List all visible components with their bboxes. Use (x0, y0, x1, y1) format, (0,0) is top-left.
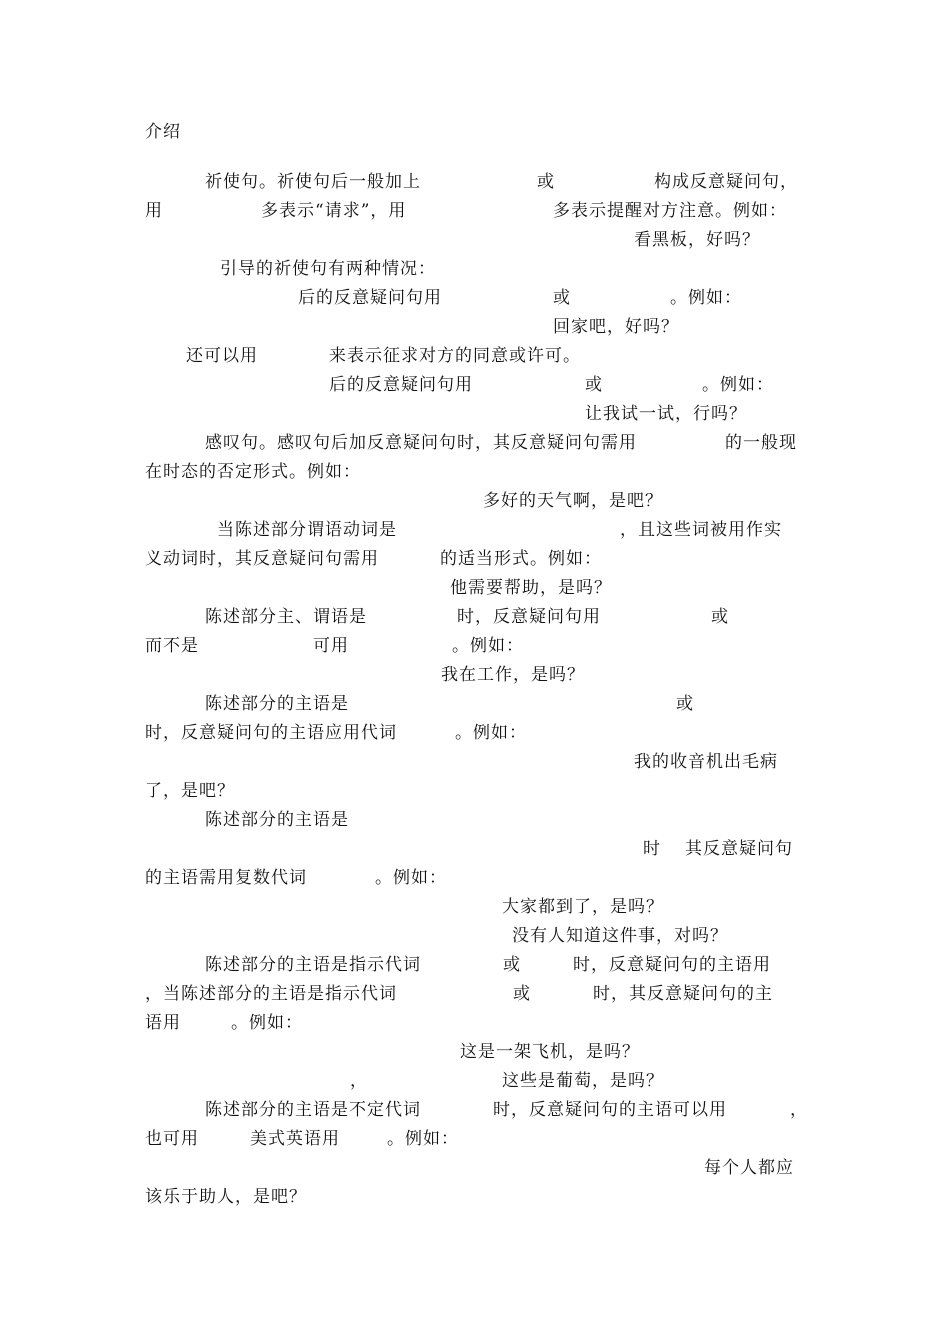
text-line: 时，反意疑问句用 (457, 607, 601, 627)
text-line: 的适当形式。例如： (440, 549, 602, 569)
text-line: 时 (643, 839, 661, 859)
text-line: 。例如： (231, 1013, 303, 1033)
text-line: 或 (711, 607, 729, 627)
text-line: 后的反意疑问句用 (298, 288, 442, 308)
text-line: 或 (553, 288, 571, 308)
text-line: 陈述部分的主语是指示代词 (205, 955, 421, 975)
example-sentence: 让我试一试，行吗？ (585, 404, 747, 424)
example-sentence: 这些是葡萄，是吗？ (502, 1071, 664, 1091)
text-line: 在时态的否定形式。例如： (145, 462, 361, 482)
text-line: 义动词时，其反意疑问句需用 (145, 549, 379, 569)
text-line: 陈述部分的主语是 (205, 694, 349, 714)
text-line: 多表示提醒对方注意。例如： (553, 201, 787, 221)
text-line: ，且这些词被用作实 (620, 520, 782, 540)
text-line: 或 (676, 694, 694, 714)
example-sentence: 他需要帮助，是吗？ (450, 578, 612, 598)
text-line: 陈述部分的主语是不定代词 (205, 1100, 421, 1120)
text-line: 也可用 (145, 1129, 199, 1149)
example-sentence: 我的收音机出毛病 (634, 752, 778, 772)
text-line: 而不是 (145, 636, 199, 656)
text-line: 构成反意疑问句， (654, 172, 798, 192)
text-line: 陈述部分的主语是 (205, 810, 349, 830)
text-line: 感叹句。感叹句后加反意疑问句时，其反意疑问句需用 (205, 433, 637, 453)
text-line: 。例如： (375, 868, 447, 888)
example-sentence: 回家吧，好吗？ (553, 317, 679, 337)
text-line: ，当陈述部分的主语是指示代词 (145, 984, 397, 1004)
text-line: 可用 (313, 636, 349, 656)
text-line: 。例如： (452, 636, 524, 656)
example-sentence: 大家都到了，是吗？ (502, 897, 664, 917)
text-line: 美式英语用 (250, 1129, 340, 1149)
text-line: 时，其反意疑问句的主 (593, 984, 773, 1004)
text-line: 时，反意疑问句的主语可以用 (493, 1100, 727, 1120)
text-line: ， (350, 1071, 368, 1091)
text-line: 时，反意疑问句的主语应用代词 (145, 723, 397, 743)
text-line: 了，是吧？ (145, 781, 235, 801)
text-line: 来表示征求对方的同意或许可。 (329, 346, 581, 366)
text-line: 祈使句。祈使句后一般加上 (205, 172, 421, 192)
text-line: 该乐于助人，是吧？ (145, 1187, 307, 1207)
example-sentence: 我在工作，是吗？ (441, 665, 585, 685)
text-line: 。例如： (455, 723, 527, 743)
text-line: 陈述部分主、谓语是 (205, 607, 367, 627)
text-line: 引导的祈使句有两种情况： (220, 259, 436, 279)
text-line: 当陈述部分谓语动词是 (217, 520, 397, 540)
example-sentence: 看黑板，好吗？ (634, 230, 760, 250)
text-line: 还可以用 (186, 346, 258, 366)
text-line: 的主语需用复数代词 (145, 868, 307, 888)
document-title: 介绍 (145, 122, 181, 142)
text-line: 或 (537, 172, 555, 192)
text-line: 。例如： (702, 375, 774, 395)
text-line: 其反意疑问句 (685, 839, 793, 859)
text-line: 或 (513, 984, 531, 1004)
text-line: 或 (585, 375, 603, 395)
text-line: 用 (145, 201, 163, 221)
text-line: ， (790, 1100, 808, 1120)
example-sentence: 每个人都应 (704, 1158, 794, 1178)
example-sentence: 这是一架飞机，是吗？ (460, 1042, 640, 1062)
text-line: 的一般现 (725, 433, 797, 453)
text-line: 后的反意疑问句用 (329, 375, 473, 395)
text-line: 多表示“请求”，用 (261, 201, 407, 221)
text-line: 。例如： (670, 288, 742, 308)
text-line: 语用 (145, 1013, 181, 1033)
text-line: 时，反意疑问句的主语用 (573, 955, 771, 975)
example-sentence: 多好的天气啊，是吧？ (483, 491, 663, 511)
text-line: 或 (503, 955, 521, 975)
text-line: 。例如： (387, 1129, 459, 1149)
example-sentence: 没有人知道这件事，对吗？ (512, 926, 728, 946)
